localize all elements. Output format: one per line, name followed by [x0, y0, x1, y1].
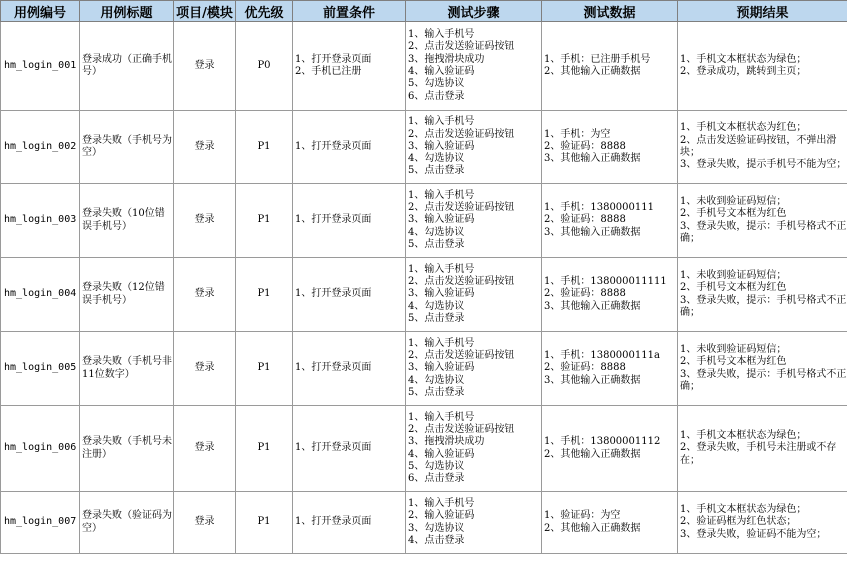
- test-data-cell[interactable]: [542, 184, 678, 258]
- module-cell[interactable]: 登录: [174, 406, 236, 492]
- test-steps-line: 2、输入验证码: [408, 510, 475, 522]
- test-steps-line: 1、输入手机号: [408, 29, 475, 41]
- expected-result-line: 3、登录失败，提示：手机号格式不正确；: [680, 220, 847, 244]
- test-steps-cell[interactable]: [406, 111, 542, 184]
- test-data-line: 2、其他输入正确数据: [544, 522, 641, 534]
- test-steps-cell[interactable]: [406, 184, 542, 258]
- priority-cell[interactable]: P1: [236, 184, 293, 258]
- test-steps-line: 5、勾选协议: [408, 460, 465, 472]
- test-steps-cell[interactable]: [406, 492, 542, 554]
- test-steps-line: 4、勾选协议: [408, 226, 465, 238]
- test-data-line: 1、手机：1380000111: [544, 202, 654, 214]
- header-priority[interactable]: 优先级: [236, 1, 293, 22]
- precondition-line: 1、打开登录页面: [295, 140, 372, 152]
- test-data-line: 2、其他输入正确数据: [544, 66, 641, 77]
- expected-result-line: 2、手机号文本框为红色: [680, 208, 787, 220]
- table-body: [1, 22, 847, 554]
- expected-result-line: 3、登录失败，验证码不能为空；: [680, 528, 827, 540]
- module-cell[interactable]: 登录: [174, 184, 236, 258]
- table-row: [1, 258, 847, 332]
- case-title-cell[interactable]: 登录失败（手机号非11位数字）: [80, 332, 174, 406]
- expected-result-cell[interactable]: [678, 332, 847, 406]
- precondition-cell[interactable]: [293, 492, 406, 554]
- case-id-cell[interactable]: hm_login_006: [1, 406, 80, 492]
- priority-cell[interactable]: P1: [236, 406, 293, 492]
- precondition-line: 1、打开登录页面: [295, 214, 372, 226]
- precondition-line: 1、打开登录页面: [295, 53, 372, 65]
- module-cell[interactable]: 登录: [174, 22, 236, 111]
- expected-result-line: 1、手机文本框状态为绿色；: [680, 53, 807, 65]
- expected-result-cell[interactable]: [678, 22, 847, 111]
- case-id-cell[interactable]: hm_login_003: [1, 184, 80, 258]
- table-row: [1, 111, 847, 184]
- expected-result-line: 2、登录失败，手机号未注册或不存在；: [680, 442, 837, 466]
- expected-result-cell[interactable]: [678, 111, 847, 184]
- header-row: [1, 1, 847, 22]
- precondition-cell[interactable]: [293, 258, 406, 332]
- header-case-title[interactable]: 用例标题: [80, 1, 174, 22]
- module-cell[interactable]: 登录: [174, 492, 236, 554]
- test-steps-line: 3、拖拽滑块成功: [408, 436, 485, 448]
- precondition-cell[interactable]: [293, 22, 406, 111]
- priority-cell[interactable]: P1: [236, 111, 293, 184]
- test-data-line: 1、手机：已注册手机号: [544, 53, 651, 65]
- test-data-line: 1、手机：13800001112: [544, 436, 661, 448]
- table-row: [1, 492, 847, 554]
- test-data-line: 2、验证码：8888: [544, 214, 626, 226]
- priority-cell[interactable]: P0: [236, 22, 293, 111]
- test-steps-line: 2、点击发送验证码按钮: [408, 202, 515, 214]
- header-test-data[interactable]: 测试数据: [542, 1, 678, 22]
- test-steps-line: 6、点击登录: [408, 473, 465, 485]
- test-steps-line: 3、输入验证码: [408, 362, 475, 374]
- test-steps-line: 1、输入手机号: [408, 337, 475, 349]
- expected-result-cell[interactable]: [678, 258, 847, 332]
- expected-result-line: 2、登录成功，跳转到主页；: [680, 66, 807, 77]
- test-steps-line: 2、点击发送验证码按钮: [408, 276, 515, 288]
- test-steps-line: 5、勾选协议: [408, 78, 465, 90]
- precondition-cell[interactable]: [293, 184, 406, 258]
- case-id-cell[interactable]: hm_login_007: [1, 492, 80, 554]
- test-steps-line: 6、点击登录: [408, 90, 465, 102]
- precondition-line: 1、打开登录页面: [295, 362, 372, 374]
- expected-result-line: 1、未收到验证码短信；: [680, 269, 787, 281]
- test-steps-line: 4、点击登录: [408, 534, 465, 546]
- header-test-steps[interactable]: 测试步骤: [406, 1, 542, 22]
- case-id-cell[interactable]: hm_login_004: [1, 258, 80, 332]
- expected-result-line: 3、登录失败，提示：手机号格式不正确；: [680, 294, 847, 318]
- case-id-cell[interactable]: hm_login_002: [1, 111, 80, 184]
- test-data-cell[interactable]: [542, 22, 678, 111]
- header-case-id[interactable]: 用例编号: [1, 1, 80, 22]
- priority-cell[interactable]: P1: [236, 258, 293, 332]
- test-data-line: 2、验证码：8888: [544, 140, 626, 152]
- module-cell[interactable]: 登录: [174, 332, 236, 406]
- case-id-cell[interactable]: hm_login_001: [1, 22, 80, 111]
- expected-result-line: 1、手机文本框状态为绿色；: [680, 504, 807, 516]
- expected-result-line: 1、未收到验证码短信；: [680, 195, 787, 207]
- test-data-line: 2、其他输入正确数据: [544, 448, 641, 460]
- table-row: [1, 22, 847, 111]
- expected-result-line: 1、手机文本框状态为红色；: [680, 122, 807, 134]
- test-data-line: 1、手机：为空: [544, 128, 611, 140]
- test-steps-line: 2、点击发送验证码按钮: [408, 41, 515, 53]
- case-title-cell[interactable]: 登录失败（10位错误手机号）: [80, 184, 174, 258]
- case-title-cell[interactable]: 登录失败（验证码为空）: [80, 492, 174, 554]
- test-data-line: 2、验证码：8888: [544, 362, 626, 374]
- case-title-cell[interactable]: 登录成功（正确手机号）: [80, 22, 174, 111]
- test-steps-line: 1、输入手机号: [408, 497, 475, 509]
- test-steps-line: 5、点击登录: [408, 312, 465, 324]
- test-data-line: 3、其他输入正确数据: [544, 300, 641, 312]
- test-data-line: 1、手机：138000011111: [544, 276, 667, 288]
- test-steps-line: 4、勾选协议: [408, 153, 465, 165]
- test-steps-line: 3、勾选协议: [408, 522, 465, 534]
- test-steps-line: 2、点击发送验证码按钮: [408, 128, 515, 140]
- priority-cell[interactable]: P1: [236, 492, 293, 554]
- test-steps-line: 1、输入手机号: [408, 411, 475, 423]
- test-steps-line: 4、勾选协议: [408, 300, 465, 312]
- test-data-cell[interactable]: [542, 111, 678, 184]
- module-cell[interactable]: 登录: [174, 258, 236, 332]
- expected-result-line: 1、未收到验证码短信；: [680, 343, 787, 355]
- test-steps-cell[interactable]: [406, 332, 542, 406]
- test-steps-line: 5、点击登录: [408, 165, 465, 177]
- test-data-line: 3、其他输入正确数据: [544, 153, 641, 165]
- case-title-cell[interactable]: 登录失败（手机号未注册）: [80, 406, 174, 492]
- expected-result-cell[interactable]: [678, 406, 847, 492]
- precondition-line: 1、打开登录页面: [295, 442, 372, 454]
- test-steps-cell[interactable]: [406, 258, 542, 332]
- test-data-line: 3、其他输入正确数据: [544, 374, 641, 386]
- priority-cell[interactable]: P1: [236, 332, 293, 406]
- expected-result-line: 2、手机号文本框为红色: [680, 356, 787, 368]
- test-steps-line: 2、点击发送验证码按钮: [408, 423, 515, 435]
- test-steps-cell[interactable]: [406, 406, 542, 492]
- test-steps-line: 4、输入验证码: [408, 448, 475, 460]
- header-expected-result[interactable]: 预期结果: [678, 1, 847, 22]
- expected-result-cell[interactable]: [678, 184, 847, 258]
- test-data-line: 1、验证码：为空: [544, 510, 621, 522]
- test-steps-line: 1、输入手机号: [408, 263, 475, 275]
- test-steps-line: 5、点击登录: [408, 238, 465, 250]
- precondition-line: 1、打开登录页面: [295, 516, 372, 528]
- test-steps-line: 3、输入验证码: [408, 288, 475, 300]
- expected-result-line: 2、验证码框为红色状态；: [680, 516, 797, 528]
- test-data-cell[interactable]: [542, 332, 678, 406]
- test-steps-line: 1、输入手机号: [408, 189, 475, 201]
- case-title-cell[interactable]: 登录失败（12位错误手机号）: [80, 258, 174, 332]
- precondition-cell[interactable]: [293, 332, 406, 406]
- test-data-cell[interactable]: [542, 406, 678, 492]
- case-title-cell[interactable]: 登录失败（手机号为空）: [80, 111, 174, 184]
- test-steps-cell[interactable]: [406, 22, 542, 111]
- test-data-line: 1、手机：1380000111a: [544, 350, 660, 362]
- expected-result-line: 2、点击发送验证码按钮，不弹出滑块；: [680, 134, 837, 158]
- test-steps-line: 4、输入验证码: [408, 66, 475, 77]
- test-steps-line: 5、点击登录: [408, 386, 465, 398]
- test-steps-line: 3、输入验证码: [408, 214, 475, 226]
- test-steps-line: 3、输入验证码: [408, 140, 475, 152]
- table-row: [1, 184, 847, 258]
- test-data-line: 3、其他输入正确数据: [544, 226, 641, 238]
- expected-result-line: 3、登录失败，提示手机号不能为空；: [680, 159, 847, 171]
- test-steps-line: 3、拖拽滑块成功: [408, 53, 485, 65]
- precondition-line: 1、打开登录页面: [295, 288, 372, 300]
- expected-result-line: 1、手机文本框状态为绿色；: [680, 430, 807, 442]
- expected-result-cell[interactable]: [678, 492, 847, 554]
- precondition-cell[interactable]: [293, 406, 406, 492]
- precondition-line: 2、手机已注册: [295, 66, 362, 77]
- header-precondition[interactable]: 前置条件: [293, 1, 406, 22]
- expected-result-line: 3、登录失败，提示：手机号格式不正确；: [680, 368, 847, 392]
- table-row: [1, 332, 847, 406]
- test-data-line: 2、验证码：8888: [544, 288, 626, 300]
- module-cell[interactable]: 登录: [174, 111, 236, 184]
- case-id-cell[interactable]: hm_login_005: [1, 332, 80, 406]
- expected-result-line: 2、手机号文本框为红色: [680, 282, 787, 294]
- precondition-cell[interactable]: [293, 111, 406, 184]
- test-steps-line: 4、勾选协议: [408, 374, 465, 386]
- test-steps-line: 2、点击发送验证码按钮: [408, 350, 515, 362]
- table-row: [1, 406, 847, 492]
- test-data-cell[interactable]: [542, 258, 678, 332]
- test-data-cell[interactable]: [542, 492, 678, 554]
- header-module[interactable]: 项目/模块: [174, 1, 236, 22]
- test-steps-line: 1、输入手机号: [408, 116, 475, 128]
